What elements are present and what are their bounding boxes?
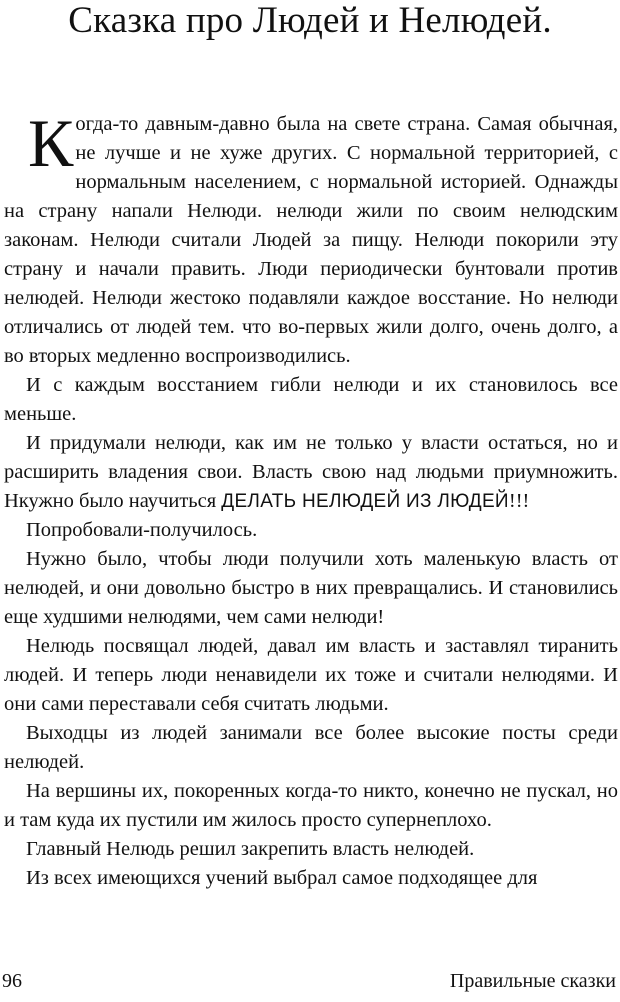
running-head: Правильные сказки bbox=[449, 970, 616, 992]
page-footer bbox=[0, 966, 620, 996]
drop-cap: К bbox=[28, 105, 74, 181]
paragraph-2: И с каждым восстанием гибли нелюди и их становилось все меньше. bbox=[4, 374, 618, 425]
story-text bbox=[4, 105, 618, 893]
paragraph-5: Нужно было, чтобы люди получили хоть маленькую власть от нелюдей, и они довольно быстро в них превращались. И становились еще худшими нелюдями, чем сами нелюди! bbox=[4, 548, 618, 628]
paragraph-6: Нелюдь посвящал людей, давал им власть и заставлял тиранить людей. И теперь люди ненавидели их тоже и считали нелюдями. И они сами переставали себя считать людьми. bbox=[4, 635, 618, 715]
emphasized-text: ДЕЛАТЬ НЕЛЮДЕЙ ИЗ ЛЮДЕЙ bbox=[221, 491, 509, 512]
paragraph-text: огда-то давным-давно была на свете страна. Самая обычная, не лучше и не хуже других. С нормальной территорией, с нормальным населением, с нормальной историей. Однажды на страну напали Нелюди. нелюди жили по своим нелюдским законам. Нелюди считали Людей за пищу. Нелюди покорили эту страну и начали править. Люди периодически бунтовали против нелюдей. Нелюди жестоко подавляли каждое восстание. Но нелюди отличались от людей тем. что во-первых жили долго, очень долго, а во вторых медленно воспроизводились. bbox=[4, 113, 618, 367]
paragraph-9: Главный Нелюдь решил закрепить власть нелюдей. bbox=[26, 838, 475, 860]
paragraph-text: И придумали нелюди, как им не только у власти остаться, но и расширить владения свои. Власть свою над людьми приумножить. Нкужно было научиться bbox=[4, 432, 618, 512]
paragraph-4: Попробовали-получилось. bbox=[26, 519, 258, 541]
paragraph-10: Из всех имеющихся учений выбрал самое подходящее для bbox=[26, 867, 538, 889]
paragraph-text: !!! bbox=[508, 490, 530, 512]
page-title: Сказка про Людей и Нелюдей. bbox=[68, 0, 552, 41]
paragraph-3 bbox=[4, 429, 618, 516]
paragraph-8: На вершины их, покоренных когда-то никто, конечно не пускал, но и там куда их пустили им жилось просто супернеплохо. bbox=[4, 780, 618, 831]
page-number: 96 bbox=[2, 970, 22, 992]
paragraph-7: Выходцы из людей занимали все более высокие посты среди нелюдей. bbox=[4, 722, 618, 773]
paragraph-1 bbox=[4, 105, 618, 371]
